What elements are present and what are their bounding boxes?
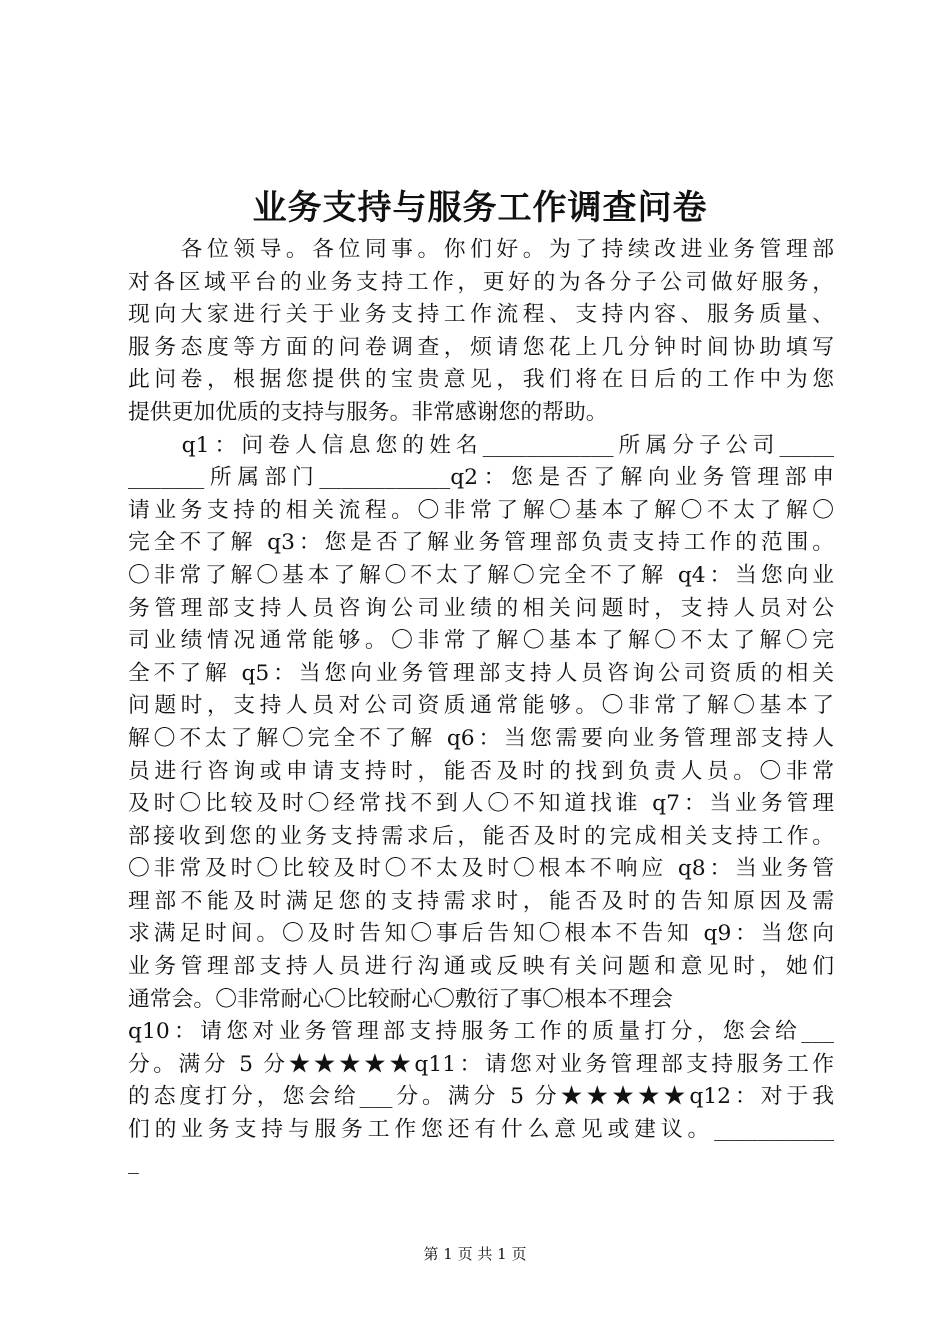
body-line: 服务态度等方面的问卷调查，烦请您花上几分钟时间协助填写 [128, 334, 834, 360]
body-line: 理部不能及时满足您的支持需求时，能否及时的告知原因及需 [128, 888, 834, 914]
body-line: _______所属部门____________q2：您是否了解向业务管理部申 [128, 465, 834, 491]
body-line: 业务管理部支持人员进行沟通或反映有关问题和意见时，她们 [128, 954, 834, 980]
body-line: 们的业务支持与服务工作您还有什么意见或建议。___________ [128, 1117, 834, 1143]
body-line: 及时〇比较及时〇经常找不到人〇不知道找谁 q7：当业务管理 [128, 791, 834, 817]
questionnaire-body [128, 234, 834, 1179]
page-footer: 第 1 页 共 1 页 [423, 1245, 527, 1263]
body-line: 分。满分 5 分★★★★★q11：请您对业务管理部支持服务工作 [128, 1051, 834, 1077]
body-line: 全不了解 q5：当您向业务管理部支持人员咨询公司资质的相关 [128, 660, 834, 686]
body-line: 此问卷，根据您提供的宝贵意见，我们将在日后的工作中为您 [128, 367, 834, 393]
body-line: _ [128, 1149, 139, 1175]
body-line: 完全不了解 q3：您是否了解业务管理部负责支持工作的范围。 [128, 530, 834, 556]
body-line: 求满足时间。〇及时告知〇事后告知〇根本不告知 q9：当您向 [128, 921, 834, 947]
body-line: 问题时，支持人员对公司资质通常能够。〇非常了解〇基本了 [128, 693, 834, 719]
body-line: 对各区域平台的业务支持工作，更好的为各分子公司做好服务， [128, 269, 834, 295]
body-line: 请业务支持的相关流程。〇非常了解〇基本了解〇不太了解〇 [128, 497, 834, 523]
body-line: 提供更加优质的支持与服务。非常感谢您的帮助。 [128, 399, 608, 425]
body-line: 〇非常了解〇基本了解〇不太了解〇完全不了解 q4：当您向业 [128, 562, 834, 588]
body-line: 现向大家进行关于业务支持工作流程、支持内容、服务质量、 [128, 302, 834, 328]
body-line: 的态度打分，您会给___分。满分 5 分★★★★★q12：对于我 [128, 1084, 834, 1110]
body-line: 各位领导。各位同事。你们好。为了持续改进业务管理部 [128, 237, 834, 262]
body-line: q10：请您对业务管理部支持服务工作的质量打分，您会给___ [128, 1019, 834, 1045]
body-line: 解〇不太了解〇完全不了解 q6：当您需要向业务管理部支持人 [128, 725, 834, 751]
body-line: 务管理部支持人员咨询公司业绩的相关问题时，支持人员对公 [128, 595, 834, 621]
body-line: 司业绩情况通常能够。〇非常了解〇基本了解〇不太了解〇完 [128, 628, 834, 654]
body-line: 部接收到您的业务支持需求后，能否及时的完成相关支持工作。 [128, 823, 834, 849]
body-line: 〇非常及时〇比较及时〇不太及时〇根本不响应 q8：当业务管 [128, 856, 834, 882]
body-line: q1：问卷人信息您的姓名____________所属分子公司_____ [128, 432, 834, 458]
body-line: 通常会。〇非常耐心〇比较耐心〇敷衍了事〇根本不理会 [128, 986, 673, 1012]
body-line: 员进行咨询或申请支持时，能否及时的找到负责人员。〇非常 [128, 758, 834, 784]
page-title: 业务支持与服务工作调查问卷 [252, 188, 708, 228]
